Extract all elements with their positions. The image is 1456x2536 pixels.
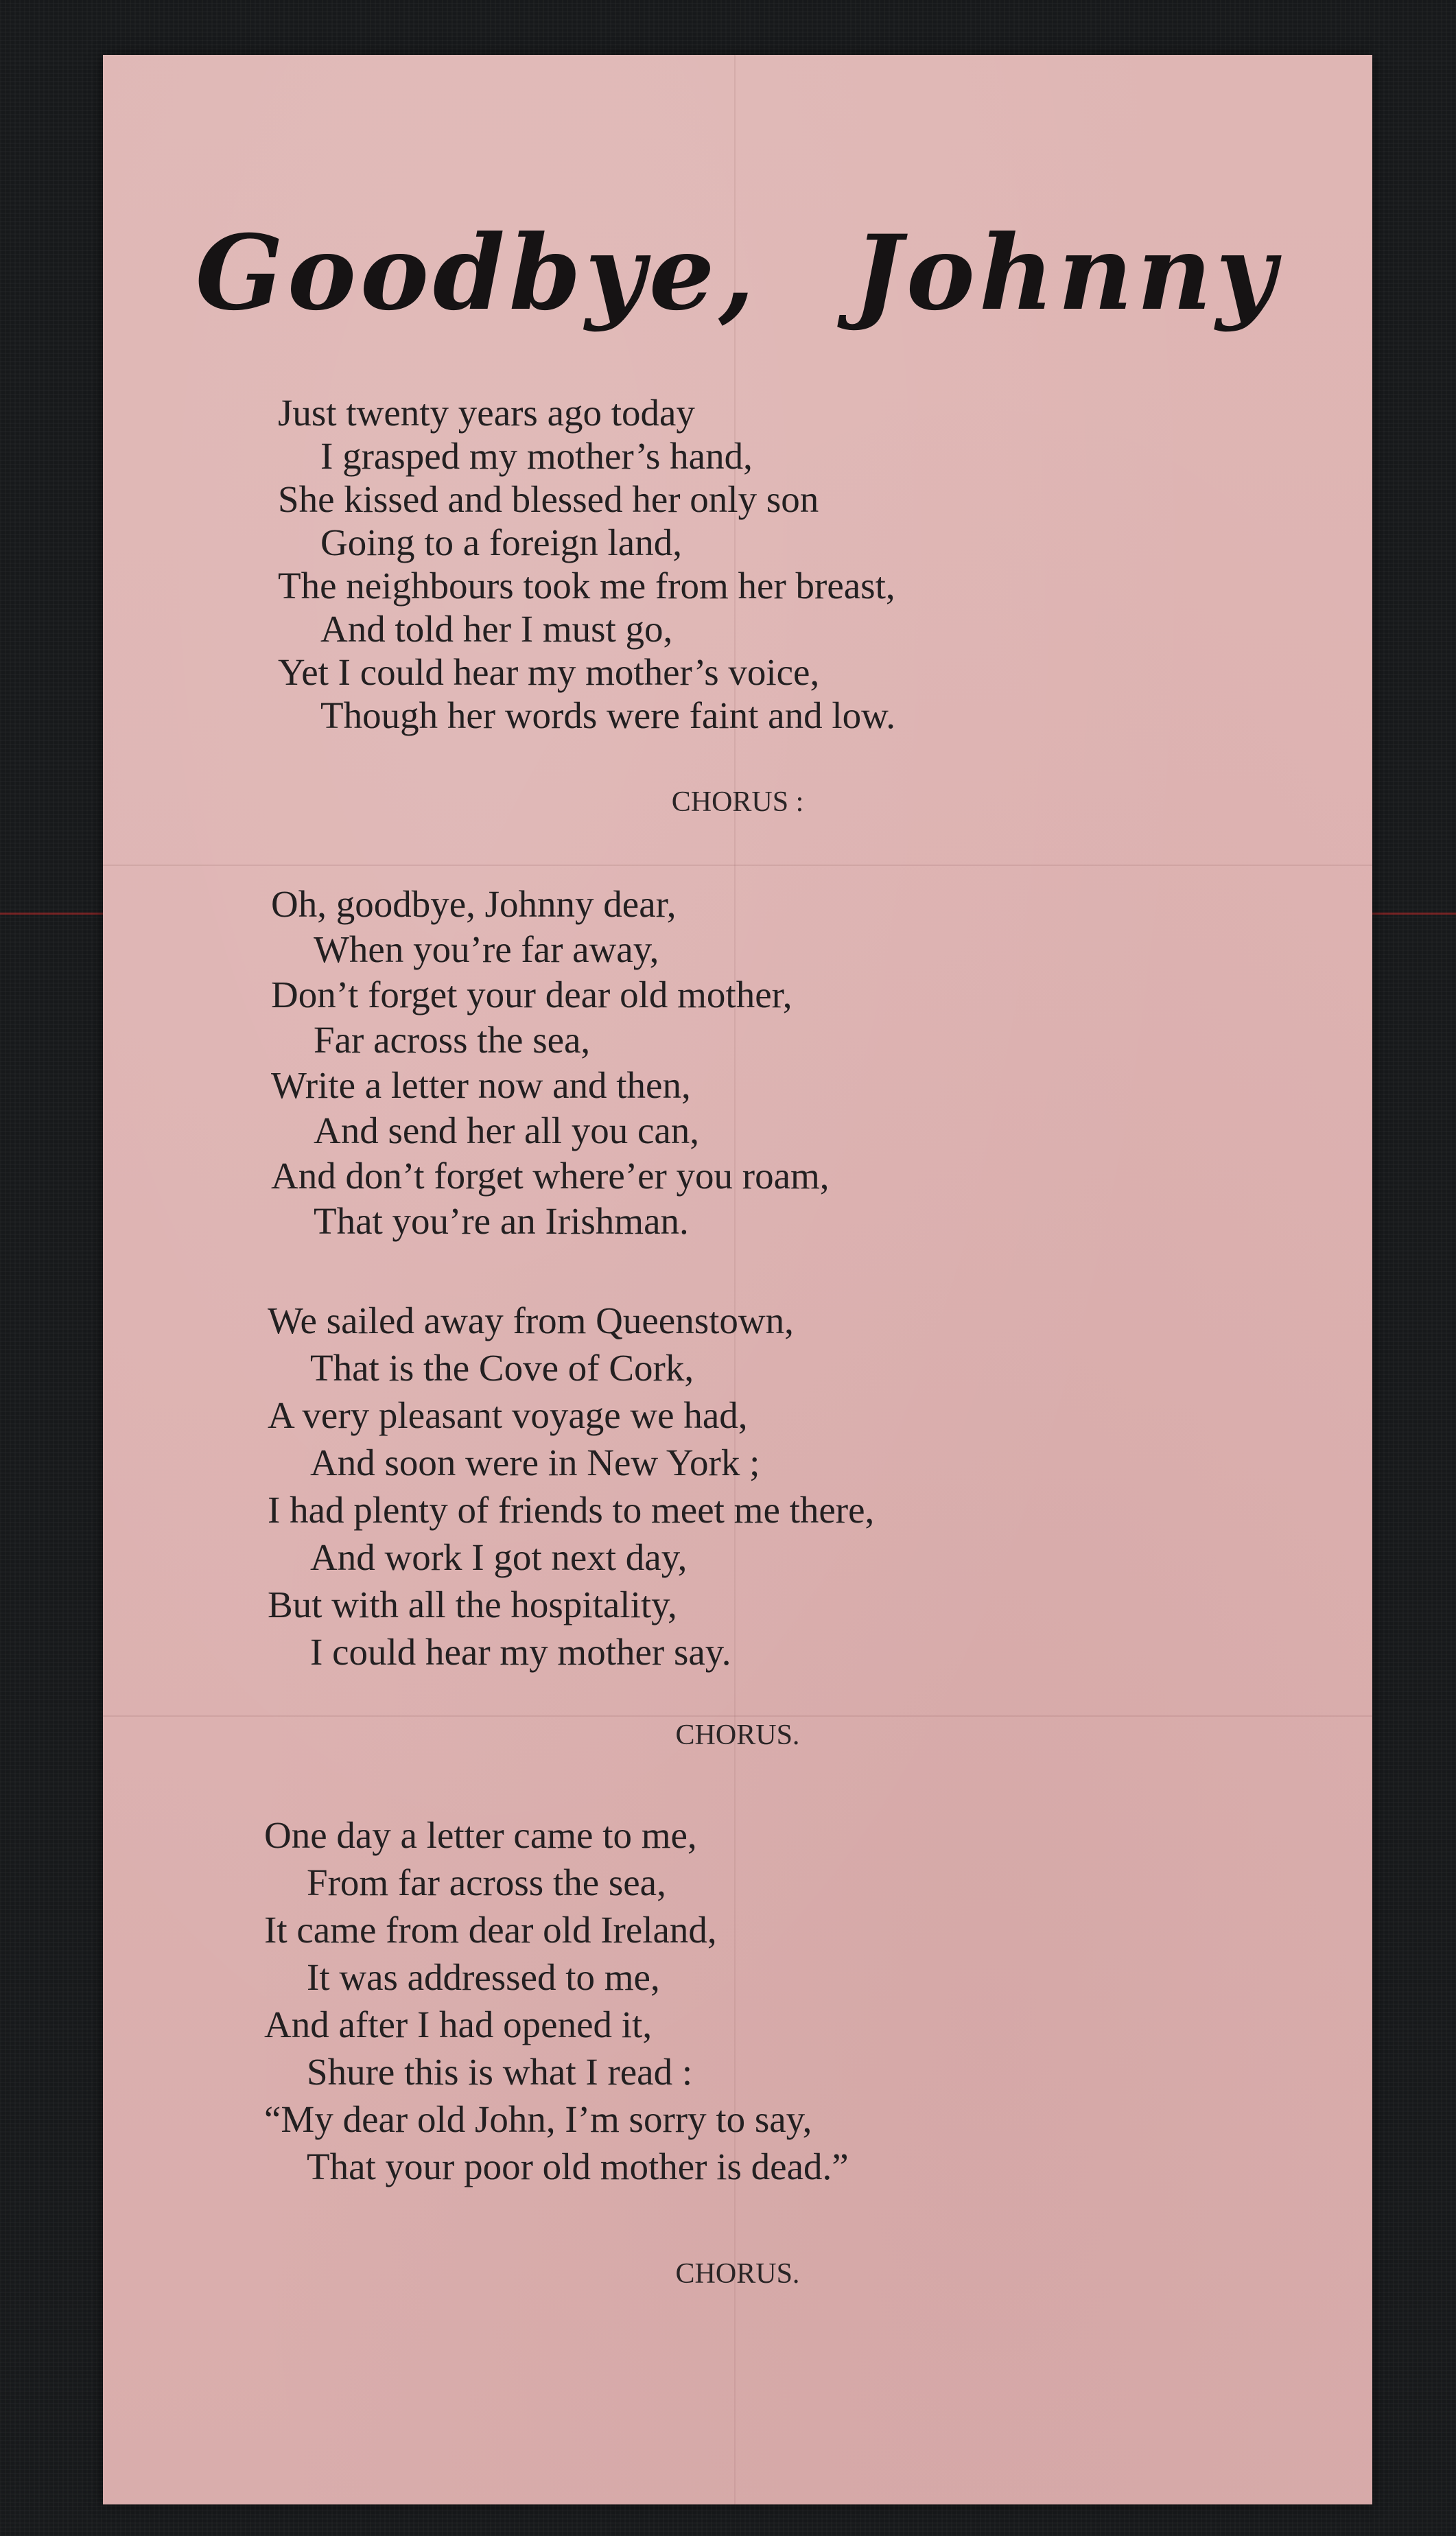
lyric-line: I could hear my mother say. bbox=[310, 1631, 731, 1673]
lyric-line: That is the Cove of Cork, bbox=[310, 1347, 694, 1389]
lyric-line: But with all the hospitality, bbox=[268, 1584, 677, 1625]
song-title: Goodbye, Johnny bbox=[195, 213, 1280, 333]
lyric-line: Oh, goodbye, Johnny dear, bbox=[271, 883, 677, 925]
lyric-line: Don’t forget your dear old mother, bbox=[271, 974, 792, 1015]
lyric-line: And told her I must go, bbox=[320, 608, 673, 650]
lyric-line: Far across the sea, bbox=[314, 1019, 591, 1061]
lyric-line: It came from dear old Ireland, bbox=[264, 1909, 717, 1951]
lyric-line: Just twenty years ago today bbox=[278, 392, 695, 434]
lyric-line: A very pleasant voyage we had, bbox=[268, 1394, 748, 1436]
paper-fold bbox=[103, 1715, 1372, 1717]
chorus-label: CHORUS : bbox=[671, 786, 804, 818]
lyric-line: From far across the sea, bbox=[307, 1862, 666, 1903]
lyric-line: And work I got next day, bbox=[310, 1536, 688, 1578]
chorus-label: CHORUS. bbox=[675, 1719, 800, 1751]
lyric-line: The neighbours took me from her breast, bbox=[278, 565, 895, 607]
lyric-line: When you’re far away, bbox=[314, 928, 659, 970]
lyric-line: Shure this is what I read : bbox=[307, 2051, 693, 2093]
verse-2 bbox=[268, 1297, 1297, 1676]
lyric-line: One day a letter came to me, bbox=[264, 1814, 697, 1856]
lyric-line: And soon were in New York ; bbox=[310, 1442, 760, 1483]
lyric-line: Though her words were faint and low. bbox=[320, 694, 895, 736]
song-sheet bbox=[103, 55, 1372, 2504]
lyric-line: That you’re an Irishman. bbox=[314, 1200, 689, 1242]
lyric-line: Yet I could hear my mother’s voice, bbox=[278, 651, 820, 693]
lyric-line: That your poor old mother is dead.” bbox=[307, 2146, 849, 2187]
chorus-label: CHORUS. bbox=[675, 2258, 800, 2290]
lyric-line: And after I had opened it, bbox=[264, 2004, 653, 2045]
lyric-line: I had plenty of friends to meet me there, bbox=[268, 1489, 875, 1531]
lyric-line: And don’t forget where’er you roam, bbox=[271, 1155, 830, 1197]
verse-3 bbox=[264, 1811, 1293, 2190]
lyric-line: Going to a foreign land, bbox=[320, 521, 682, 563]
lyric-line: She kissed and blessed her only son bbox=[278, 478, 819, 520]
lyric-line: “My dear old John, I’m sorry to say, bbox=[264, 2098, 812, 2140]
lyric-line: Write a letter now and then, bbox=[271, 1064, 691, 1106]
paper-fold bbox=[103, 865, 1372, 866]
lyric-line: And send her all you can, bbox=[314, 1110, 700, 1151]
lyric-line: It was addressed to me, bbox=[307, 1956, 660, 1998]
verse-1 bbox=[278, 391, 1307, 737]
lyric-line: I grasped my mother’s hand, bbox=[320, 435, 753, 477]
chorus bbox=[271, 882, 1300, 1244]
lyric-line: We sailed away from Queenstown, bbox=[268, 1300, 794, 1341]
